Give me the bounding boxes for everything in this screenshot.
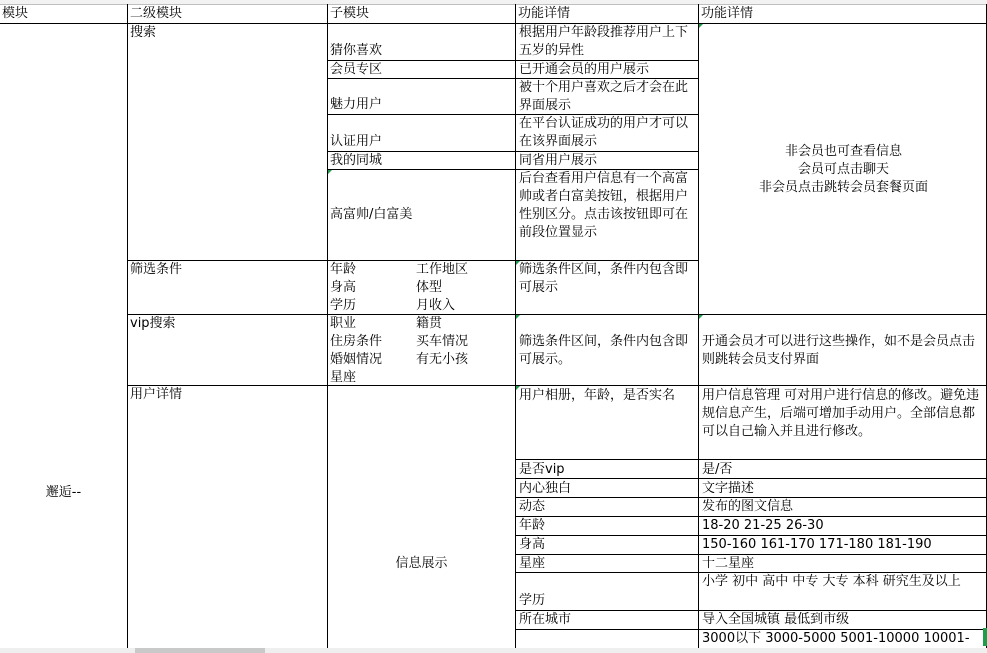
user-detail-label[interactable]: 用户详情: [130, 387, 183, 402]
module-cell[interactable]: 邂逅--: [45, 485, 82, 500]
gridline: [698, 4, 699, 653]
vip-search-items[interactable]: 职业 籍贯 住房条件 买车情况 婚姻情况 有无小孩 星座: [330, 316, 469, 385]
user-row-vip[interactable]: 是否vip: [519, 462, 565, 477]
gridline: [327, 114, 699, 115]
detail-same-city[interactable]: 同省用户展示: [519, 153, 598, 168]
user-row-monologue-value[interactable]: 文字描述: [702, 481, 755, 496]
gridline: [515, 610, 987, 611]
gridline: [327, 4, 328, 653]
gridline: [515, 516, 987, 517]
comment-marker-icon[interactable]: [516, 261, 520, 265]
header-function-detail-2[interactable]: 功能详情: [701, 6, 754, 21]
comment-marker-icon[interactable]: [516, 386, 520, 390]
gridline: [515, 572, 987, 573]
gridline: [327, 151, 699, 152]
gridline: [327, 169, 699, 170]
gridline: [127, 4, 128, 653]
user-row-height[interactable]: 身高: [519, 537, 546, 552]
user-row-city-value[interactable]: 导入全国城镇 最低到市级: [702, 612, 850, 627]
detail-vip-zone[interactable]: 已开通会员的用户展示: [519, 62, 650, 77]
user-row-education-value[interactable]: 小学 初中 高中 中专 大专 本科 研究生及以上: [702, 574, 961, 589]
user-info-display[interactable]: 信息展示: [395, 556, 448, 571]
gridline: [127, 385, 987, 386]
comment-marker-icon[interactable]: [699, 24, 703, 28]
vip-search-detail[interactable]: 筛选条件区间，条件内包含即可展示。: [519, 334, 689, 367]
user-row-income-value[interactable]: 3000以下 3000-5000 5001-10000 10001-: [702, 631, 970, 646]
horizontal-scrollbar-thumb[interactable]: [135, 648, 265, 653]
header-function-detail[interactable]: 功能详情: [518, 6, 571, 21]
user-row-album[interactable]: 用户相册，年龄，是否实名: [519, 388, 676, 403]
user-row-education[interactable]: 学历: [519, 593, 546, 608]
user-row-zodiac-value[interactable]: 十二星座: [702, 556, 755, 571]
gridline: [515, 4, 516, 653]
search-merged-detail[interactable]: 非会员也可查看信息 会员可点击聊天 非会员点击跳转会员套餐页面: [758, 144, 928, 195]
sub-rich-handsome[interactable]: 高富帅/白富美: [330, 207, 413, 222]
user-row-moments[interactable]: 动态: [519, 499, 546, 514]
filter-label[interactable]: 筛选条件: [130, 262, 183, 277]
sub-vip-zone[interactable]: 会员专区: [330, 62, 383, 77]
comment-marker-icon[interactable]: [328, 170, 332, 174]
sub-verified-users[interactable]: 认证用户: [330, 134, 383, 149]
sub-charm-users[interactable]: 魅力用户: [330, 97, 383, 112]
comment-marker-icon[interactable]: [699, 315, 703, 319]
search-label[interactable]: 搜索: [130, 25, 157, 40]
detail-verified-users[interactable]: 在平台认证成功的用户才可以在该界面展示: [519, 116, 689, 149]
gridline: [515, 459, 987, 460]
filter-detail[interactable]: 筛选条件区间，条件内包含即可展示: [519, 262, 689, 295]
gridline: [0, 23, 987, 24]
gridline: [327, 60, 699, 61]
user-row-moments-value[interactable]: 发布的图文信息: [702, 499, 794, 514]
user-row-city[interactable]: 所在城市: [519, 612, 572, 627]
sub-guess-you-like[interactable]: 猜你喜欢: [330, 43, 383, 58]
gridline: [0, 4, 987, 5]
user-row-zodiac[interactable]: 星座: [519, 556, 546, 571]
user-row-monologue[interactable]: 内心独白: [519, 481, 572, 496]
user-row-age-value[interactable]: 18-20 21-25 26-30: [702, 518, 824, 533]
gridline: [515, 554, 987, 555]
gridline: [127, 260, 699, 261]
user-row-height-value[interactable]: 150-160 161-170 171-180 181-190: [702, 537, 932, 552]
vip-search-label[interactable]: vip搜索: [130, 316, 176, 331]
user-row-vip-value[interactable]: 是/否: [702, 462, 733, 477]
vip-search-detail-2[interactable]: 开通会员才可以进行这些操作，如不是会员点击则跳转会员支付界面: [702, 334, 976, 367]
user-row-album-value[interactable]: 用户信息管理 可对用户进行信息的修改。避免违规信息产生，后端可增加手动用户。全部信息都可以自己输入并且进行修改。: [702, 388, 980, 439]
selection-edge: [983, 628, 987, 646]
header-secondary-module[interactable]: 二级模块: [130, 6, 183, 21]
header-module[interactable]: 模块: [2, 6, 29, 21]
gridline: [515, 497, 987, 498]
gridline: [515, 478, 987, 479]
detail-guess-you-like[interactable]: 根据用户年龄段推荐用户上下五岁的异性: [519, 25, 689, 58]
gridline: [127, 314, 987, 315]
user-row-age[interactable]: 年龄: [519, 518, 546, 533]
gridline: [327, 78, 699, 79]
detail-rich-handsome[interactable]: 后台查看用户信息有一个高富帅或者白富美按钮，根据用户性别区分。点击该按钮即可在前段位置显示: [519, 171, 689, 240]
gridline: [515, 629, 987, 630]
comment-marker-icon[interactable]: [516, 315, 520, 319]
detail-charm-users[interactable]: 被十个用户喜欢之后才会在此界面展示: [519, 80, 689, 113]
header-submodule[interactable]: 子模块: [330, 6, 370, 21]
filter-items[interactable]: 年龄 工作地区 身高 体型 学历 月收入: [330, 262, 469, 313]
sub-same-city[interactable]: 我的同城: [330, 153, 383, 168]
gridline: [515, 535, 987, 536]
